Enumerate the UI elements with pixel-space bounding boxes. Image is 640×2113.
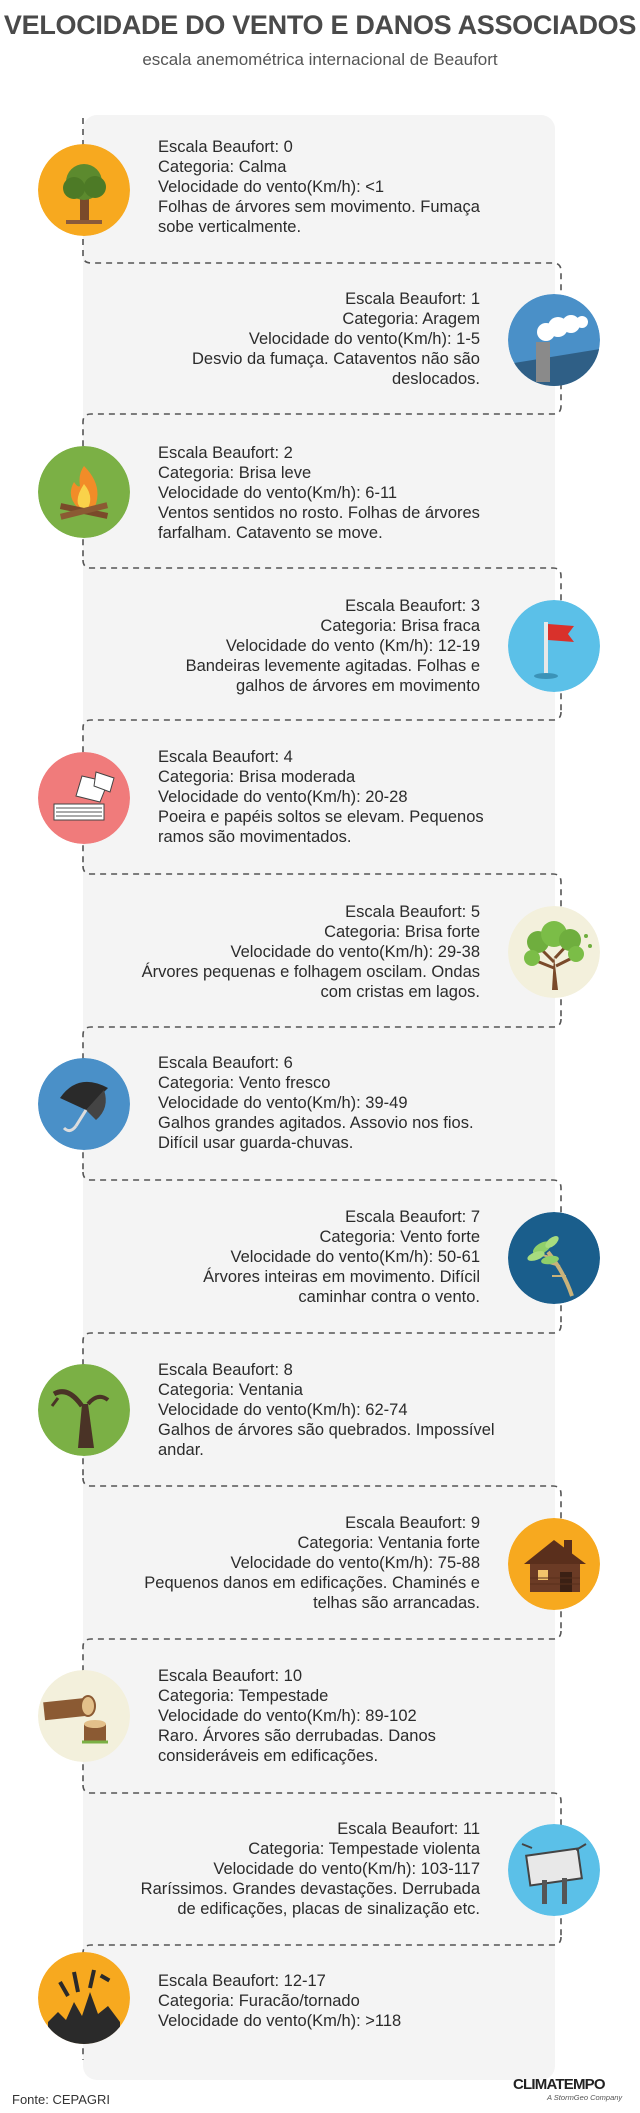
level-category: Categoria: Furacão/tornado [158, 1992, 360, 2010]
chimney-smoke-icon [508, 294, 600, 386]
level-category: Categoria: Ventania forte [297, 1534, 480, 1552]
level-scale: Escala Beaufort: 3 [345, 597, 480, 615]
level-speed: Velocidade do vento(Km/h): 29-38 [230, 943, 480, 961]
level-4-text [158, 747, 498, 847]
level-6-text [158, 1053, 498, 1153]
level-category: Categoria: Vento forte [319, 1228, 480, 1246]
level-speed: Velocidade do vento(Km/h): >118 [158, 2012, 402, 2030]
level-category: Categoria: Brisa forte [324, 923, 480, 941]
level-scale: Escala Beaufort: 0 [158, 138, 293, 156]
level-description: Pequenos danos em edificações. Chaminés e telhas são arrancadas. [144, 1574, 480, 1612]
level-8-text [158, 1360, 498, 1460]
logo-wordmark: CLIMATEMPO [513, 2076, 605, 2093]
level-category: Categoria: Calma [158, 158, 287, 176]
level-speed: Velocidade do vento(Km/h): 39-49 [158, 1094, 408, 1112]
level-description: Árvores inteiras em movimento. Difícil caminhar contra o vento. [203, 1268, 480, 1306]
tornado-ruins-icon [38, 1952, 130, 2044]
level-2-text [158, 443, 498, 543]
level-speed: Velocidade do vento(Km/h): 1-5 [248, 330, 480, 348]
umbrella-icon [38, 1058, 130, 1150]
level-10-text [158, 1666, 498, 1766]
level-scale: Escala Beaufort: 8 [158, 1361, 293, 1379]
level-speed: Velocidade do vento(Km/h): 75-88 [230, 1554, 480, 1572]
bending-tree-icon [508, 1212, 600, 1304]
level-category: Categoria: Brisa moderada [158, 768, 356, 786]
level-category: Categoria: Vento fresco [158, 1074, 331, 1092]
papers-icon [38, 752, 130, 844]
level-scale: Escala Beaufort: 2 [158, 444, 293, 462]
level-speed: Velocidade do vento (Km/h): 12-19 [225, 637, 480, 655]
level-category: Categoria: Aragem [342, 310, 480, 328]
level-speed: Velocidade do vento(Km/h): 50-61 [230, 1248, 480, 1266]
level-7-text [135, 1207, 480, 1307]
level-scale: Escala Beaufort: 5 [345, 903, 480, 921]
level-category: Categoria: Tempestade [158, 1687, 329, 1705]
level-category: Categoria: Tempestade violenta [248, 1840, 480, 1858]
level-description: Desvio da fumaça. Cataventos não são deslocados. [191, 350, 480, 388]
leafy-tree-icon [508, 906, 600, 998]
level-scale: Escala Beaufort: 10 [158, 1667, 303, 1685]
billboard-icon [508, 1824, 600, 1916]
page-subtitle: escala anemométrica internacional de Beaufort [142, 50, 498, 69]
source-note: Fonte: CEPAGRI [12, 2092, 111, 2107]
level-speed: Velocidade do vento(Km/h): 89-102 [158, 1707, 417, 1725]
level-description: Galhos grandes agitados. Assovio nos fios. Difícil usar guarda-chuvas. [158, 1114, 474, 1152]
level-description: Raríssimos. Grandes devastações. Derrubada de edificações, placas de sinalização etc. [140, 1880, 480, 1918]
level-speed: Velocidade do vento(Km/h): 20-28 [158, 788, 408, 806]
level-scale: Escala Beaufort: 1 [345, 290, 480, 308]
level-scale: Escala Beaufort: 11 [337, 1820, 480, 1838]
tree-icon [38, 144, 130, 236]
level-speed: Velocidade do vento(Km/h): 103-117 [213, 1860, 480, 1878]
level-12-text [158, 1971, 498, 2031]
campfire-icon [38, 446, 130, 538]
flag-icon [508, 600, 600, 692]
logo-tagline: A StormGeo Company [547, 2093, 623, 2102]
level-description: Galhos de árvores são quebrados. Impossível andar. [158, 1421, 495, 1459]
level-1-text [135, 289, 480, 389]
page-title: VELOCIDADE DO VENTO E DANOS ASSOCIADOS [3, 10, 637, 40]
level-scale: Escala Beaufort: 7 [345, 1208, 480, 1226]
climatempo-logo [513, 2076, 633, 2102]
level-scale: Escala Beaufort: 6 [158, 1054, 293, 1072]
level-11-text [135, 1819, 480, 1919]
broken-tree-icon [38, 1364, 130, 1456]
level-category: Categoria: Brisa fraca [320, 617, 480, 635]
level-scale: Escala Beaufort: 12-17 [158, 1972, 326, 1990]
level-3-text [135, 596, 480, 696]
level-description: Folhas de árvores sem movimento. Fumaça sobe verticalmente. [158, 198, 480, 236]
level-description: Raro. Árvores são derrubadas. Danos consideráveis em edificações. [158, 1727, 436, 1765]
level-description: Poeira e papéis soltos se elevam. Pequenos ramos são movimentados. [158, 808, 484, 846]
level-scale: Escala Beaufort: 9 [345, 1514, 480, 1532]
level-9-text [135, 1513, 480, 1613]
tree-stump-icon [38, 1670, 130, 1762]
level-description: Ventos sentidos no rosto. Folhas de árvores farfalham. Catavento se move. [158, 504, 480, 542]
level-description: Bandeiras levemente agitadas. Folhas e galhos de árvores em movimento [185, 657, 480, 695]
level-scale: Escala Beaufort: 4 [158, 748, 293, 766]
level-speed: Velocidade do vento(Km/h): 62-74 [158, 1401, 408, 1419]
level-speed: Velocidade do vento(Km/h): <1 [158, 178, 385, 196]
level-description: Árvores pequenas e folhagem oscilam. Ondas com cristas em lagos. [141, 963, 480, 1001]
house-icon [508, 1518, 600, 1610]
level-category: Categoria: Ventania [158, 1381, 303, 1399]
level-category: Categoria: Brisa leve [158, 464, 312, 482]
level-speed: Velocidade do vento(Km/h): 6-11 [158, 484, 398, 502]
level-0-text [158, 137, 498, 237]
level-5-text [135, 902, 480, 1002]
